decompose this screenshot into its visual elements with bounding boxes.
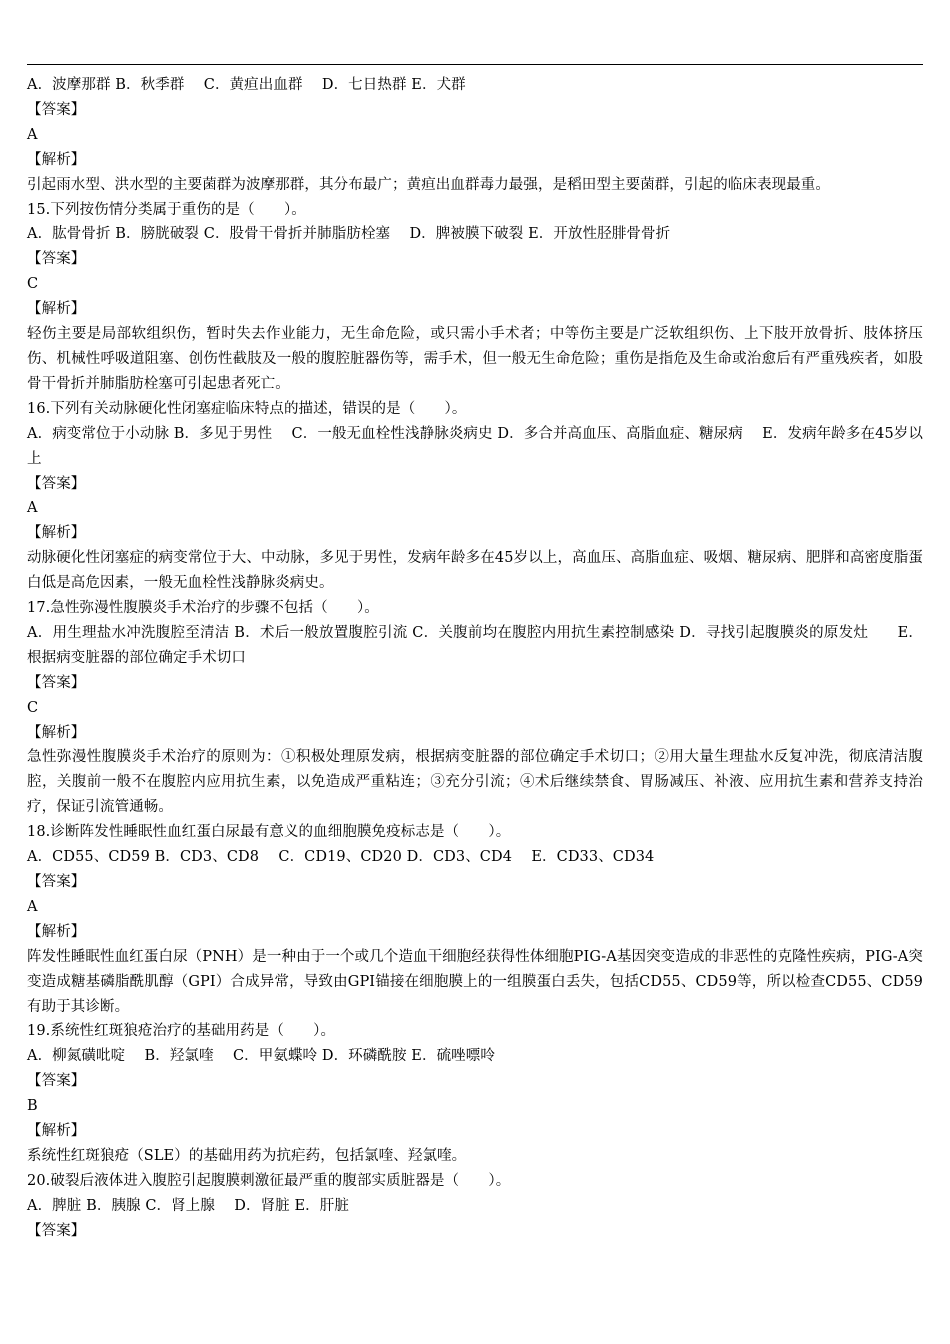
explanation-text: 急性弥漫性腹膜炎手术治疗的原则为：①积极处理原发病，根据病变脏器的部位确定手术切口；②用大量生理盐水反复冲洗，彻底清洁腹腔，关腹前一般不在腹腔内应用抗生素，以免造成严重粘连；③充分引流；④术后继续禁食、胃肠减压、补液、应用抗生素和营养支持治疗，保证引流管通畅。: [27, 749, 923, 816]
answer-options: A．用生理盐水冲洗腹腔至清洁 B．术后一般放置腹腔引流 C．关腹前均在腹腔内用抗生素控制感染 D．寻找引起腹膜炎的原发灶 E．根据病变脏器的部位确定手术切口: [27, 624, 923, 666]
explanation-text: 轻伤主要是局部软组织伤，暂时失去作业能力，无生命危险，或只需小手术者；中等伤主要是广泛软组织伤、上下肢开放骨折、肢体挤压伤、机械性呼吸道阻塞、创伤性截肢及一般的腹腔脏器伤等，需手术，但一般无生命危险；重伤是指危及生命或治愈后有严重残疾者，如股骨干骨折并肺脂肪栓塞可引起患者死亡。: [27, 326, 923, 392]
section-label: 【答案】: [27, 1073, 86, 1090]
section-label: 【答案】: [27, 674, 86, 691]
question-stem: 19.系统性红斑狼疮治疗的基础用药是（ ）。: [27, 1023, 336, 1040]
answer-value: A: [27, 500, 38, 517]
question-stem: 17.急性弥漫性腹膜炎手术治疗的步骤不包括（ ）。: [27, 600, 379, 617]
section-label: 【解析】: [27, 525, 86, 542]
section-label: 【答案】: [27, 101, 86, 118]
answer-options: A．柳氮磺吡啶 B．羟氯喹 C．甲氨蝶呤 D．环磷酰胺 E．硫唑嘌呤: [27, 1048, 495, 1065]
answer-value: B: [27, 1098, 38, 1115]
explanation-text: 引起雨水型、洪水型的主要菌群为波摩那群，其分布最广；黄疸出血群毒力最强，是稻田型主要菌群，引起的临床表现最重。: [27, 176, 830, 193]
section-label: 【答案】: [27, 874, 86, 890]
answer-value: C: [27, 699, 39, 716]
question-stem: 20.破裂后液体进入腹腔引起腹膜刺激征最严重的腹部实质脏器是（ ）。: [27, 1172, 511, 1189]
section-label: 【答案】: [27, 251, 86, 268]
answer-options: A．波摩那群 B．秋季群 C．黄疸出血群 D．七日热群 E．犬群: [27, 77, 466, 93]
answer-options: A．病变常位于小动脉 B．多见于男性 C．一般无血栓性浅静脉炎病史 D．多合并高血压、高脂血症、糖尿病 E．发病年龄多在45岁以上: [27, 425, 923, 467]
question-stem: 18.诊断阵发性睡眠性血红蛋白尿最有意义的血细胞膜免疫标志是（ ）。: [27, 824, 511, 841]
section-label: 【解析】: [27, 1123, 86, 1140]
section-label: 【解析】: [27, 151, 86, 168]
explanation-text: 系统性红斑狼疮（SLE）的基础用药为抗疟药，包括氯喹、羟氯喹。: [27, 1147, 467, 1164]
answer-options: A．脾脏 B．胰腺 C．肾上腺 D．肾脏 E．肝脏: [27, 1197, 349, 1214]
answer-value: C: [27, 276, 39, 293]
document-body: [27, 73, 923, 1244]
explanation-text: 阵发性睡眠性血红蛋白尿（PNH）是一种由于一个或几个造血干细胞经获得性体细胞PIG-A基因突变造成的非恶性的克隆性疾病，PIG-A突变造成糖基磷脂酰肌醇（GPI）合成异常，导致由GPI锚接在细胞膜上的一组膜蛋白丢失，包括CD55、CD59等，所以检查CD55、CD59 有助于其诊断。: [27, 948, 923, 1015]
explanation-text: 动脉硬化性闭塞症的病变常位于大、中动脉，多见于男性，发病年龄多在45岁以上，高血压、高脂血症、吸烟、糖尿病、肥胖和高密度脂蛋白低是高危因素，一般无血栓性浅静脉炎病史。: [27, 550, 923, 592]
section-label: 【答案】: [27, 1222, 86, 1239]
section-label: 【解析】: [27, 923, 86, 940]
section-label: 【答案】: [27, 475, 86, 492]
question-stem: 16.下列有关动脉硬化性闭塞症临床特点的描述，错误的是（ ）。: [27, 400, 467, 417]
answer-options: A．CD55、CD59 B．CD3、CD8 C．CD19、CD20 D．CD3、CD4 E．CD33、CD34: [27, 849, 655, 866]
section-label: 【解析】: [27, 301, 86, 318]
section-label: 【解析】: [27, 724, 86, 741]
header-rule: [27, 64, 923, 65]
question-stem: 15.下列按伤情分类属于重伤的是（ ）。: [27, 201, 306, 218]
answer-options: A．肱骨骨折 B．膀胱破裂 C．股骨干骨折并肺脂肪栓塞 D．脾被膜下破裂 E．开放性胫腓骨骨折: [27, 226, 671, 243]
answer-value: A: [27, 898, 38, 915]
answer-value: A: [27, 126, 38, 143]
